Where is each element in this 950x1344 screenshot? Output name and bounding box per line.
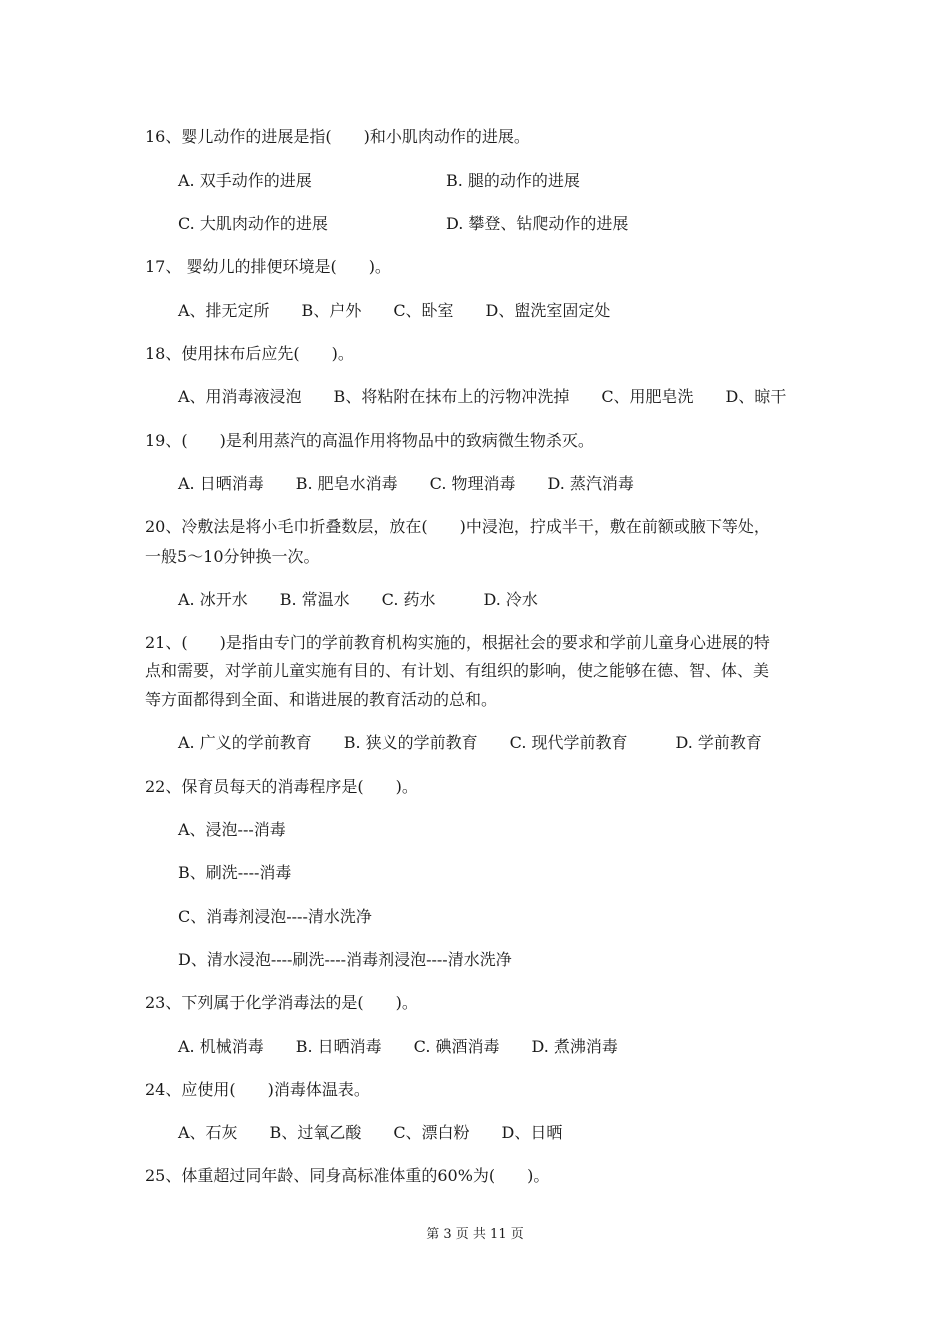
question-22-option-a: A、浸泡---消毒 <box>178 820 286 839</box>
question-20-options: A. 冰开水 B. 常温水 C. 药水 D. 冷水 <box>178 590 538 609</box>
question-16-option-a: A. 双手动作的进展 <box>178 171 312 190</box>
question-23-options: A. 机械消毒 B. 日晒消毒 C. 碘酒消毒 D. 煮沸消毒 <box>178 1037 618 1056</box>
question-16: 16、婴儿动作的进展是指( )和小肌肉动作的进展。 <box>145 127 530 146</box>
question-16-option-b: B. 腿的动作的进展 <box>446 171 580 190</box>
question-21-line-2: 点和需要，对学前儿童实施有目的、有计划、有组织的影响，使之能够在德、智、体、美 <box>145 661 770 680</box>
question-24-options: A、石灰 B、过氧乙酸 C、漂白粉 D、日晒 <box>178 1123 563 1142</box>
page-footer: 第 3 页 共 11 页 <box>426 1227 524 1242</box>
question-22-option-c: C、消毒剂浸泡----清水洗净 <box>178 907 372 926</box>
question-21-line-1: 21、( )是指由专门的学前教育机构实施的，根据社会的要求和学前儿童身心进展的特 <box>145 633 770 652</box>
question-16-option-c: C. 大肌肉动作的进展 <box>178 214 328 233</box>
question-16-option-d: D. 攀登、钻爬动作的进展 <box>446 214 629 233</box>
question-24: 24、应使用( )消毒体温表。 <box>145 1080 370 1099</box>
question-19: 19、( )是利用蒸汽的高温作用将物品中的致病微生物杀灭。 <box>145 431 594 450</box>
question-18: 18、使用抹布后应先( )。 <box>145 344 354 363</box>
question-17-options: A、排无定所 B、户外 C、卧室 D、盥洗室固定处 <box>178 301 611 320</box>
question-19-options: A. 日晒消毒 B. 肥皂水消毒 C. 物理消毒 D. 蒸汽消毒 <box>178 474 634 493</box>
question-22: 22、保育员每天的消毒程序是( )。 <box>145 777 418 796</box>
question-21-options: A. 广义的学前教育 B. 狭义的学前教育 C. 现代学前教育 D. 学前教育 <box>178 733 762 752</box>
question-21-line-3: 等方面都得到全面、和谐进展的教育活动的总和。 <box>145 690 498 709</box>
question-22-option-b: B、刷洗----消毒 <box>178 863 292 882</box>
question-18-options: A、用消毒液浸泡 B、将粘附在抹布上的污物冲洗掉 C、用肥皂洗 D、晾干 <box>178 387 787 406</box>
question-17: 17、 婴幼儿的排便环境是( )。 <box>145 257 391 276</box>
question-20-line-1: 20、冷敷法是将小毛巾折叠数层，放在( )中浸泡，拧成半干，敷在前额或腋下等处， <box>145 517 770 536</box>
question-23: 23、下列属于化学消毒法的是( )。 <box>145 993 418 1012</box>
question-25: 25、体重超过同年龄、同身高标准体重的60%为( )。 <box>145 1166 550 1185</box>
question-22-option-d: D、清水浸泡----刷洗----消毒剂浸泡----清水洗净 <box>178 950 512 969</box>
question-20-line-2: 一般5～10分钟换一次。 <box>145 547 320 566</box>
